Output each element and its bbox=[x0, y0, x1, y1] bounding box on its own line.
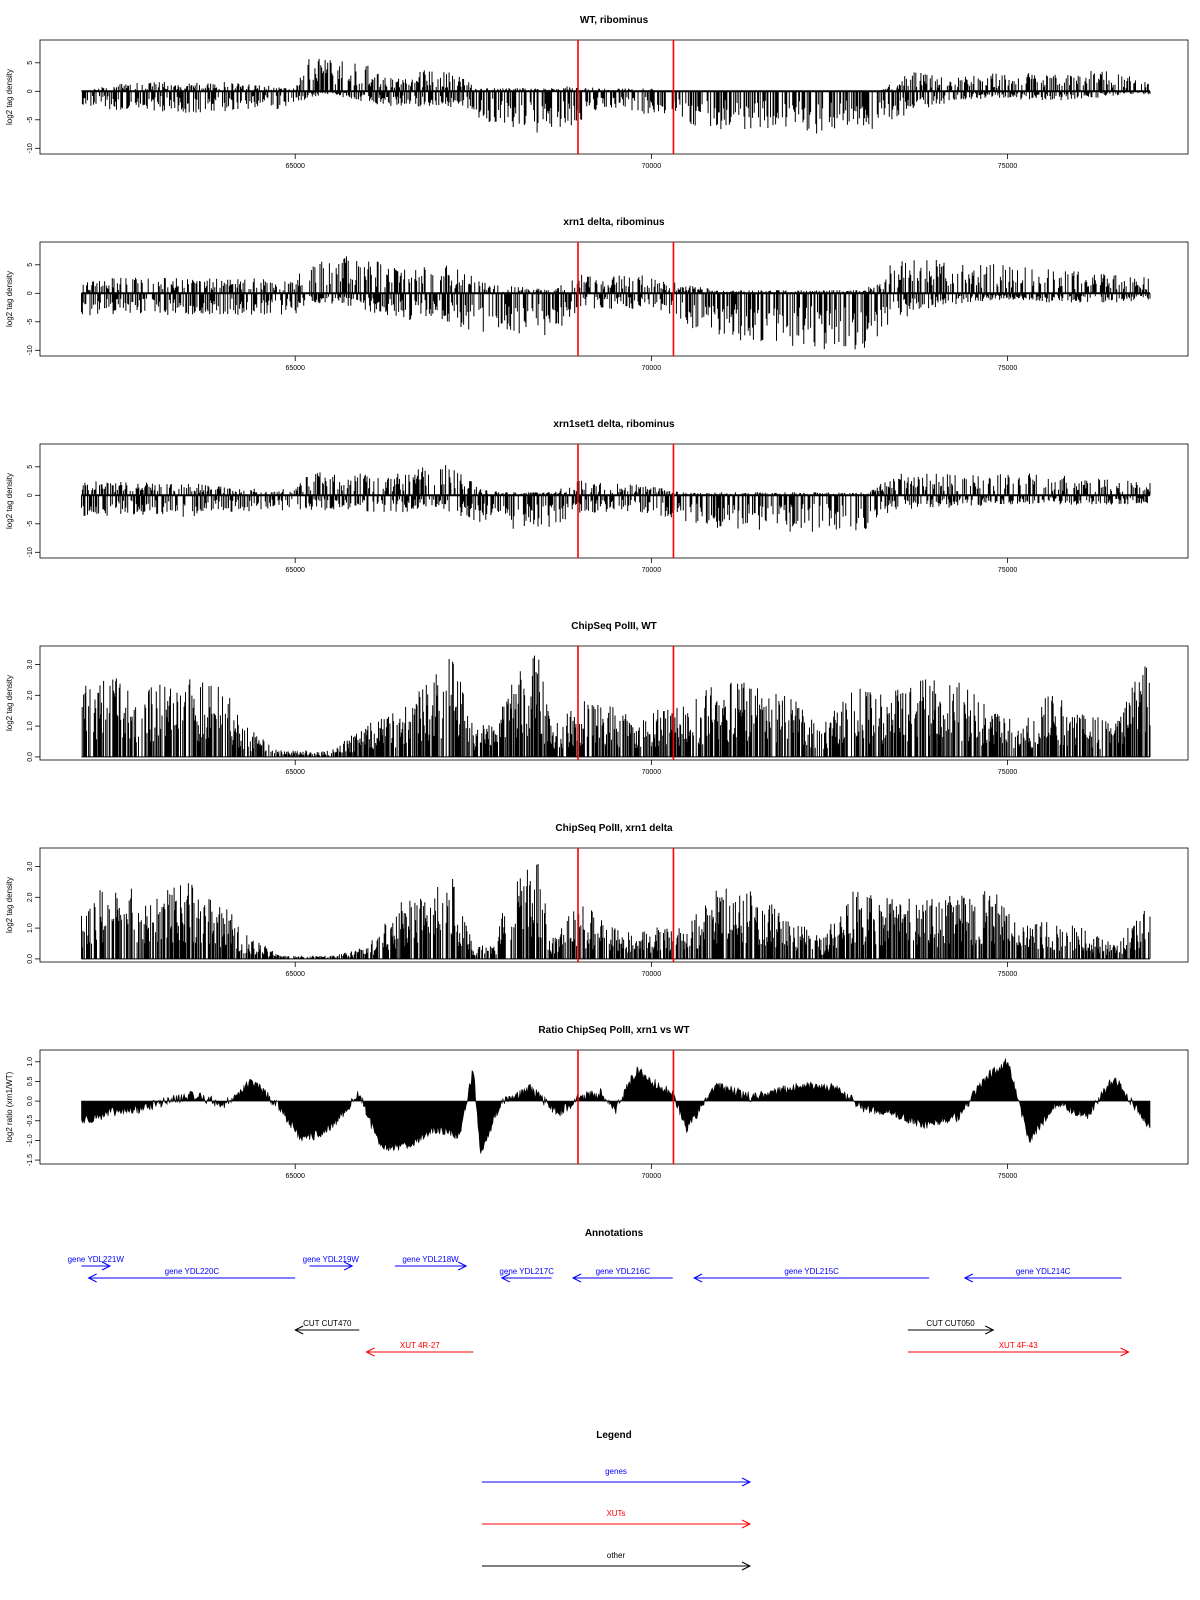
x-tick-label: 70000 bbox=[641, 567, 662, 574]
feature-label: gene YDL219W bbox=[302, 1255, 359, 1264]
signal-bars bbox=[82, 864, 1151, 959]
y-tick-label: 1.0 bbox=[27, 1056, 34, 1067]
y-axis-label: log2 tag density bbox=[5, 68, 14, 126]
y-axis-label: log2 ratio (xrn1/WT) bbox=[5, 1071, 14, 1143]
signal-bars bbox=[82, 656, 1150, 757]
y-tick-label: -5 bbox=[27, 318, 34, 325]
y-tick-label: 0.0 bbox=[27, 954, 34, 964]
y-tick-label: 0.0 bbox=[27, 752, 34, 762]
y-tick-label: -10 bbox=[27, 143, 34, 154]
legend-label: other bbox=[606, 1551, 626, 1560]
feature-label: CUT CUT050 bbox=[926, 1319, 975, 1328]
y-tick-label: 2.0 bbox=[27, 892, 34, 903]
panel-title: Ratio ChipSeq PolII, xrn1 vs WT bbox=[538, 1025, 690, 1036]
legend-title: Legend bbox=[596, 1430, 632, 1441]
panel-2 bbox=[5, 419, 1188, 574]
feature-label: gene YDL216C bbox=[595, 1267, 651, 1276]
y-tick-label: -5 bbox=[27, 116, 34, 123]
y-tick-label: 0.0 bbox=[27, 1096, 34, 1106]
y-tick-label: 5 bbox=[27, 464, 34, 469]
x-tick-label: 65000 bbox=[285, 567, 305, 574]
x-tick-label: 75000 bbox=[997, 567, 1018, 574]
x-tick-label: 65000 bbox=[285, 1173, 305, 1180]
ratio-area bbox=[82, 1058, 1151, 1153]
annotations-panel bbox=[68, 1228, 1129, 1356]
y-tick-label: 1.0 bbox=[27, 923, 34, 933]
feature-label: gene YDL221W bbox=[67, 1255, 124, 1264]
panel-1 bbox=[5, 217, 1188, 372]
y-tick-label: 5 bbox=[27, 262, 34, 267]
feature-label: gene YDL218W bbox=[402, 1255, 459, 1264]
x-tick-label: 75000 bbox=[997, 769, 1018, 776]
x-tick-label: 70000 bbox=[641, 769, 662, 776]
y-tick-label: -0.5 bbox=[27, 1114, 34, 1127]
x-tick-label: 75000 bbox=[997, 163, 1018, 170]
y-tick-label: 0 bbox=[27, 493, 34, 498]
signal-bars bbox=[82, 465, 1151, 532]
signal-bars bbox=[82, 59, 1150, 134]
y-tick-label: 0 bbox=[27, 89, 34, 94]
x-tick-label: 70000 bbox=[641, 1173, 662, 1180]
y-axis-label: log2 tag density bbox=[5, 674, 14, 732]
x-tick-label: 75000 bbox=[997, 971, 1018, 978]
feature-label: gene YDL220C bbox=[164, 1267, 220, 1276]
feature-label: gene YDL215C bbox=[784, 1267, 839, 1276]
x-tick-label: 65000 bbox=[285, 971, 305, 978]
y-tick-label: -10 bbox=[27, 345, 34, 356]
y-tick-label: 5 bbox=[27, 60, 34, 65]
y-tick-label: 3.0 bbox=[27, 659, 34, 670]
feature-label: gene YDL217C bbox=[499, 1267, 554, 1276]
annotations-title: Annotations bbox=[584, 1228, 644, 1239]
x-tick-label: 75000 bbox=[997, 1173, 1018, 1180]
y-axis-label: log2 tag density bbox=[5, 876, 14, 934]
x-tick-label: 65000 bbox=[285, 365, 305, 372]
x-tick-label: 75000 bbox=[997, 365, 1018, 372]
x-tick-label: 65000 bbox=[285, 769, 305, 776]
x-tick-label: 70000 bbox=[641, 365, 662, 372]
panel-0 bbox=[5, 15, 1188, 170]
panel-4 bbox=[5, 823, 1188, 978]
y-tick-label: 0 bbox=[27, 291, 34, 296]
panel-title: xrn1set1 delta, ribominus bbox=[553, 419, 675, 430]
legend-panel bbox=[482, 1430, 750, 1570]
y-tick-label: -10 bbox=[27, 547, 34, 558]
y-axis-label: log2 tag density bbox=[5, 472, 14, 530]
feature-label: XUT 4R-27 bbox=[399, 1341, 440, 1350]
y-tick-label: 1.0 bbox=[27, 721, 34, 731]
y-tick-label: 0.5 bbox=[27, 1076, 34, 1087]
panel-title: ChipSeq PolII, xrn1 delta bbox=[555, 823, 673, 834]
panel-title: xrn1 delta, ribominus bbox=[563, 217, 665, 228]
y-tick-label: -1.5 bbox=[27, 1154, 34, 1167]
panel-3 bbox=[5, 621, 1188, 776]
x-tick-label: 70000 bbox=[641, 163, 662, 170]
x-tick-label: 65000 bbox=[285, 163, 305, 170]
y-axis-label: log2 tag density bbox=[5, 270, 14, 328]
x-tick-label: 70000 bbox=[641, 971, 662, 978]
feature-label: gene YDL214C bbox=[1015, 1267, 1071, 1276]
legend-label: XUTs bbox=[606, 1509, 626, 1518]
signal-bars bbox=[82, 256, 1151, 349]
y-tick-label: 3.0 bbox=[27, 861, 34, 872]
y-tick-label: -5 bbox=[27, 520, 34, 527]
y-tick-label: 2.0 bbox=[27, 690, 34, 701]
panel-title: WT, ribominus bbox=[579, 15, 649, 26]
panel-5 bbox=[5, 1025, 1188, 1180]
feature-label: XUT 4F-43 bbox=[998, 1341, 1038, 1350]
feature-label: CUT CUT470 bbox=[303, 1319, 352, 1328]
panel-title: ChipSeq PolII, WT bbox=[571, 621, 657, 632]
y-tick-label: -1.0 bbox=[27, 1134, 34, 1147]
legend-label: genes bbox=[605, 1467, 627, 1476]
